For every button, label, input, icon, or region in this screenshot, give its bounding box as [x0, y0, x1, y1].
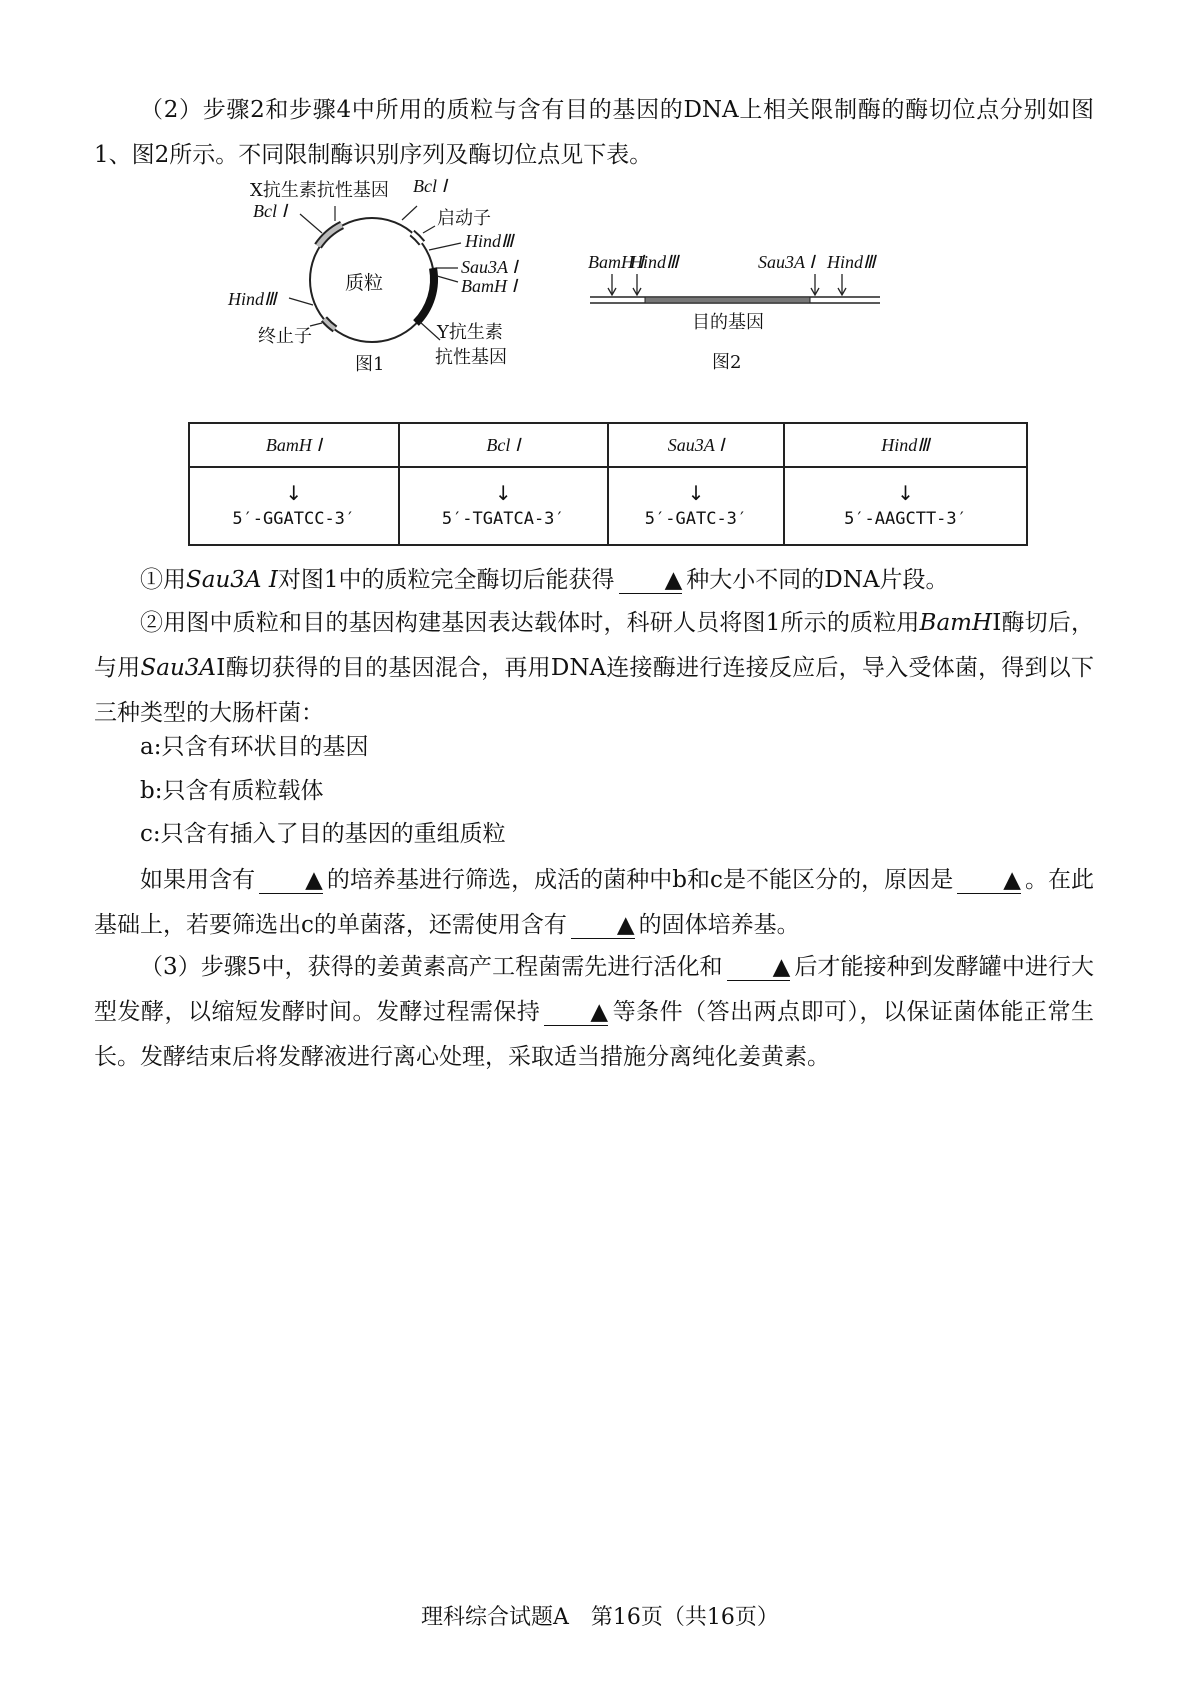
header-bcl: Bcl Ⅰ [399, 423, 609, 467]
q1-enzyme: Sau3A Ⅰ [186, 567, 278, 593]
bcl-left-pointer [300, 214, 322, 233]
cut-arrow-icon: ↓ [285, 481, 303, 505]
figure-2-caption: 图2 [712, 352, 742, 373]
question-3 [94, 945, 1094, 1080]
seq-sau3a: 5′-GATC-3′ [644, 509, 748, 529]
q2-enzyme-sau3a: Sau3A [140, 655, 217, 681]
q4-part2: 后才能接种到发酵罐中进行大型发酵，以缩短发酵时间。发酵过程需保持 [94, 954, 1095, 1025]
fig2-hind2-label: HindⅢ [827, 252, 876, 272]
y-gene-label-line1: Y抗生素 [437, 322, 503, 343]
q3-blank1[interactable]: ▲ [259, 867, 323, 894]
bcl-top-label: Bcl Ⅰ [413, 176, 447, 196]
q2-part2: Ⅰ酶切后，与用 [94, 610, 1094, 681]
bcl-left-label: Bcl Ⅰ [253, 201, 287, 221]
q3-blank2[interactable]: ▲ [957, 867, 1021, 894]
seq-bcl: 5′-TGATCA-3′ [441, 509, 565, 529]
header-sau3a: Sau3A Ⅰ [608, 423, 784, 467]
header-hind: HindⅢ [784, 423, 1027, 467]
option-a: a:只含有环状目的基因 [140, 734, 369, 760]
hind-left-label: HindⅢ [228, 289, 277, 309]
question-screening [94, 858, 1094, 948]
q3-blank3[interactable]: ▲ [571, 912, 635, 939]
hind-right-label: HindⅢ [465, 231, 514, 251]
fig2-bamh-label: BamH Ⅰ [588, 252, 644, 272]
q2-enzyme-bamh: BamH [919, 610, 993, 636]
fig2-sau3a-label: Sau3A Ⅰ [758, 252, 815, 272]
y-gene-label-line2: 抗性基因 [435, 347, 507, 368]
q4-blank1[interactable]: ▲ [727, 954, 791, 981]
cut-arrow-icon: ↓ [494, 481, 512, 505]
q3-part3: 。在此基础上，若要筛选出c的单菌落，还需使用含有 [94, 867, 1095, 938]
seq-bamh: 5′-GGATCC-3′ [232, 509, 356, 529]
promoter-pointer [423, 226, 435, 233]
cell-sau3a [608, 467, 784, 545]
cut-arrow-icon: ↓ [687, 481, 705, 505]
promoter-label: 启动子 [437, 208, 491, 229]
q4-part1: （3）步骤5中，获得的姜黄素高产工程菌需先进行活化和 [140, 954, 723, 980]
table-header-row [189, 423, 1027, 467]
figure-1-caption: 图1 [355, 354, 385, 375]
cut-arrow-icon: ↓ [897, 481, 914, 505]
bcl-top-pointer [402, 206, 417, 220]
page-footer: 理科综合试题A 第16页（共16页） [421, 1605, 779, 1630]
option-b: b:只含有质粒载体 [140, 778, 324, 804]
fig2-gene-label: 目的基因 [692, 312, 764, 333]
q4-part3: 等条件（答出两点即可），以保证菌体能正常生长。发酵结束后将发酵液进行离心处理，采取适当措施分离纯化姜黄素。 [94, 999, 1095, 1070]
option-c: c:只含有插入了目的基因的重组质粒 [140, 821, 506, 847]
cell-hind [784, 467, 1027, 545]
x-gene-label: X抗生素抗性基因 [250, 180, 389, 201]
q2-part3: Ⅰ酶切获得的目的基因混合，再用DNA连接酶进行连接反应后，导入受体菌，得到以下三种类型的大肠杆菌： [94, 655, 1095, 726]
q4-blank2[interactable]: ▲ [544, 999, 608, 1026]
q3-part4: 的固体培养基。 [638, 912, 800, 938]
intro-paragraph [94, 88, 1094, 178]
q1-answer-blank[interactable]: ▲ [619, 567, 683, 594]
q2-part1: ②用图中质粒和目的基因构建基因表达载体时，科研人员将图1所示的质粒用 [140, 610, 920, 636]
header-bamh: BamH Ⅰ [189, 423, 399, 467]
plasmid-center-label: 质粒 [345, 272, 384, 294]
q3-part2: 的培养基进行筛选，成活的菌种中b和c是不能区分的，原因是 [326, 867, 954, 893]
figure-1-plasmid [225, 176, 545, 378]
figure-2-target-gene [588, 252, 890, 378]
q1-mid: 对图1中的质粒完全酶切后能获得 [277, 567, 615, 593]
q1-pre: ①用 [140, 567, 186, 593]
bamh-pointer [437, 276, 458, 282]
target-gene-block [645, 297, 810, 303]
table-sequence-row [189, 467, 1027, 545]
fig2-hind1-label: HindⅢ [630, 252, 679, 272]
hind-right-pointer [429, 243, 461, 250]
question-1 [94, 558, 1094, 603]
cell-bamh [189, 467, 399, 545]
y-gene-block [416, 268, 434, 323]
terminator-label: 终止子 [258, 326, 312, 347]
enzyme-table [188, 422, 1028, 546]
bamh-label: BamH Ⅰ [461, 276, 517, 296]
q3-part1: 如果用含有 [140, 867, 256, 893]
question-2 [94, 601, 1094, 736]
cell-bcl [399, 467, 609, 545]
seq-hind: 5′-AAGCTT-3′ [844, 509, 967, 529]
q1-post: 种大小不同的DNA片段。 [686, 567, 949, 593]
sau3a-label: Sau3A Ⅰ [461, 257, 518, 277]
intro-text: （2）步骤2和步骤4中所用的质粒与含有目的基因的DNA上相关限制酶的酶切位点分别如图1、图2所示。不同限制酶识别序列及酶切位点见下表。 [94, 97, 1094, 168]
hind-left-pointer [289, 298, 313, 305]
